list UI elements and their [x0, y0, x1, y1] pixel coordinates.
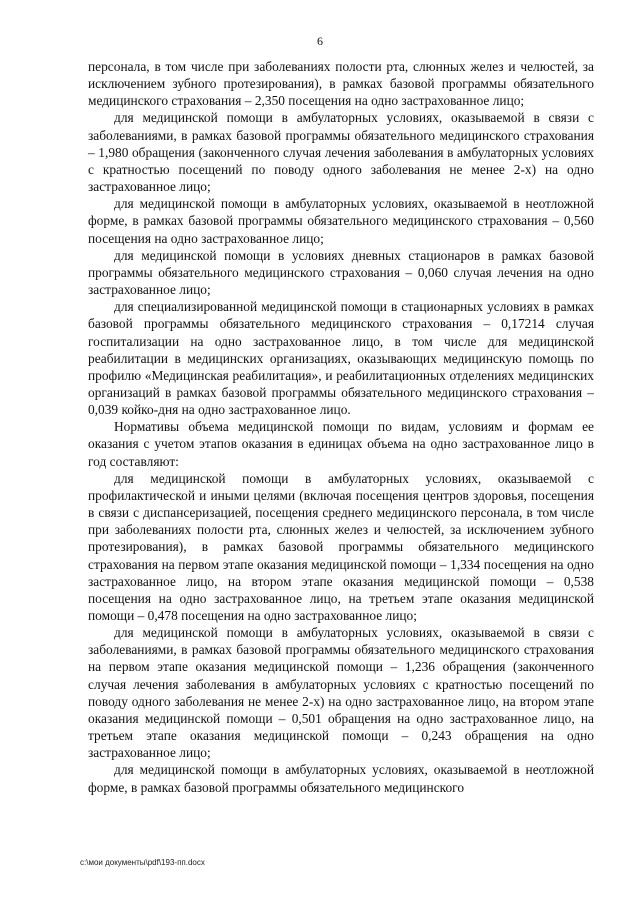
paragraph: для медицинской помощи в амбулаторных условиях, оказываемой в связи с заболеваниями, в рамках базовой программы обязательного медицинского страхования – 1,980 обращения (законченного случая лечения заболевания в амбулаторных условиях с кратностью посещений по поводу одного заболевания не менее 2-х) на одно застрахованное лицо; — [88, 110, 594, 195]
paragraph: для медицинской помощи в амбулаторных условиях, оказываемой с профилактической и иными целями (включая посещения центров здоровья, посещения в связи с диспансеризацией, посещения среднего медицинского персонала, в том числе при заболеваниях полости рта, слюнных желез и челюстей, за исключением зубного протезирования), в рамках базовой программы обязательного медицинского страхования на первом этапе оказания медицинской помощи – 1,334 посещения на одно застрахованное лицо, на втором этапе оказания медицинской помощи – 0,538 посещения на одно застрахованное лицо, на третьем этапе оказания медицинской помощи – 0,478 посещения на одно застрахованное лицо; — [88, 470, 594, 623]
page-number: 6 — [317, 34, 323, 48]
paragraph: Нормативы объема медицинской помощи по видам, условиям и формам ее оказания с учетом этапов оказания в единицах объема на одно застрахованное лицо в год составляют: — [88, 419, 594, 469]
paragraph-continuation: персонала, в том числе при заболеваниях полости рта, слюнных желез и челюстей, за исключением зубного протезирования), в рамках базовой программы обязательного медицинского страхования – 2,350 посещения на одно застрахованное лицо; — [88, 59, 594, 109]
paragraph: для медицинской помощи в амбулаторных условиях, оказываемой в неотложной форме, в рамках базовой программы обязательного медицинского — [88, 762, 594, 795]
paragraph: для медицинской помощи в амбулаторных условиях, оказываемой в связи с заболеваниями, в рамках базовой программы обязательного медицинского страхования на первом этапе оказания медицинской помощи – 1,236 обращения (законченного случая лечения заболевания в амбулаторных условиях с кратностью посещений по поводу одного заболевания не менее 2-х) на одно застрахованное лицо, на втором этапе оказания медицинской помощи – 0,501 обращения на одно застрахованное лицо, на третьем этапе оказания медицинской помощи – 0,243 обращения на одно застрахованное лицо; — [88, 625, 594, 761]
paragraph: для медицинской помощи в амбулаторных условиях, оказываемой в неотложной форме, в рамках базовой программы обязательного медицинского страхования – 0,560 посещения на одно застрахованное лицо; — [88, 196, 594, 246]
paragraph: для специализированной медицинской помощи в стационарных условиях в рамках базовой программы обязательного медицинского страхования – 0,17214 случая госпитализации на одно застрахованное лицо, в том числе для медицинской реабилитации в медицинских организациях, оказывающих медицинскую помощь по профилю «Медицинская реабилитация», и реабилитационных отделениях медицинских организаций в рамках базовой программы обязательного медицинского страхования – 0,039 койко-дня на одно застрахованное лицо. — [88, 299, 594, 418]
document-body — [88, 58, 594, 796]
file-path-footer: c:\мои документы\pdf\193-пп.docx — [80, 858, 205, 867]
paragraph: для медицинской помощи в условиях дневных стационаров в рамках базовой программы обязательного медицинского страхования – 0,060 случая лечения на одно застрахованное лицо; — [88, 247, 594, 298]
